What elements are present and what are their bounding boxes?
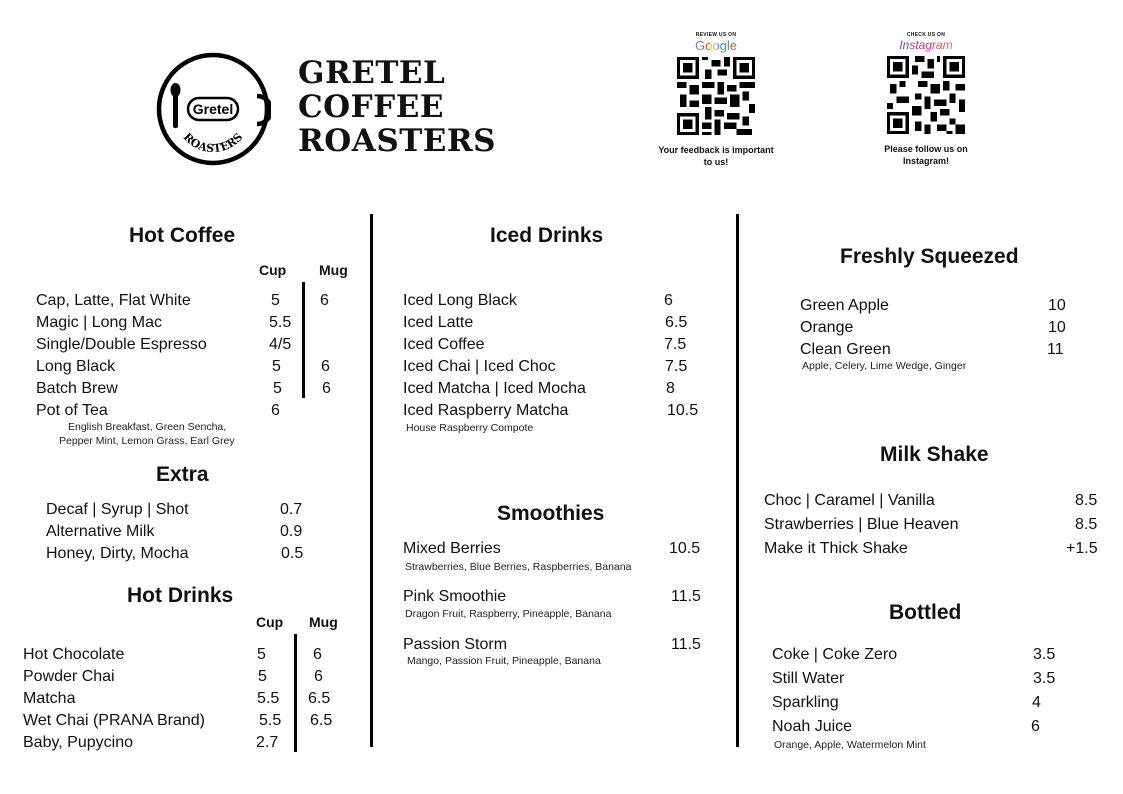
menu-item-mug-price: 6: [320, 292, 329, 309]
logo-center-text: Gretel: [192, 101, 234, 117]
menu-item-name: Mixed Berries: [403, 540, 501, 557]
menu-item-cup-price: 5: [272, 358, 281, 375]
menu-item-name: Strawberries | Blue Heaven: [764, 516, 959, 533]
menu-item-cup-price: 5: [257, 646, 266, 663]
menu-item-name: Honey, Dirty, Mocha: [46, 545, 189, 562]
menu-item-cup-price: 5.5: [259, 712, 282, 729]
menu-item-price: 7.5: [665, 358, 688, 375]
cup-mug-divider: [302, 282, 305, 398]
menu-item-note: Orange, Apple, Watermelon Mint: [774, 739, 926, 751]
hot-drinks-cup-header: Cup: [256, 614, 284, 630]
menu-item-price: 10.5: [667, 402, 699, 419]
smoothies-title: Smoothies: [497, 502, 605, 525]
menu-item-price: 3.5: [1033, 670, 1056, 687]
menu-item-name: Orange: [800, 319, 854, 336]
hot-coffee-title: Hot Coffee: [129, 224, 236, 247]
menu-item-note: House Raspberry Compote: [406, 422, 534, 434]
hot-coffee-cup-header: Cup: [259, 262, 287, 278]
menu-item-name: Long Black: [36, 358, 116, 375]
iced-drinks-title: Iced Drinks: [490, 224, 604, 247]
menu-item-price: 6: [664, 292, 673, 309]
hot-drinks-mug-header: Mug: [309, 614, 338, 630]
google-logo-text: Google: [695, 38, 737, 53]
menu-item-name: Wet Chai (PRANA Brand): [23, 712, 205, 729]
menu-item-name: Iced Coffee: [403, 336, 485, 353]
menu-item-price: +1.5: [1066, 540, 1098, 557]
instagram-logo-text: Instagram: [899, 38, 953, 52]
menu-item-name: Pot of Tea: [36, 402, 108, 419]
menu-item-price: 8.5: [1075, 492, 1098, 509]
menu-item-name: Sparkling: [772, 694, 839, 711]
menu-item-note: Mango, Passion Fruit, Pineapple, Banana: [407, 655, 601, 667]
menu-item-name: Baby, Pupycino: [23, 734, 133, 751]
brand-name: [298, 56, 496, 158]
menu-item-price: 3.5: [1033, 646, 1056, 663]
menu-item-name: Choc | Caramel | Vanilla: [764, 492, 935, 509]
menu-item-price: 11: [1047, 341, 1064, 358]
menu-item-price: 6: [1031, 718, 1040, 735]
menu-item-name: Noah Juice: [772, 718, 853, 735]
menu-item-cup-price: 5: [258, 668, 267, 685]
menu-item-mug-price: 6: [314, 668, 323, 685]
bottled-title: Bottled: [889, 601, 962, 624]
qr-google-block: [656, 32, 776, 168]
menu-item-price: 0.7: [280, 501, 303, 518]
menu-item-name: Cap, Latte, Flat White: [36, 292, 191, 309]
freshly-squeezed-title: Freshly Squeezed: [840, 245, 1019, 268]
qr-google-top-caption: REVIEW US ON: [695, 32, 737, 38]
menu-item-price: 8.5: [1075, 516, 1098, 533]
menu-item-mug-price: 6: [313, 646, 322, 663]
menu-item-mug-price: 6: [321, 358, 330, 375]
menu-item-name: Batch Brew: [36, 380, 118, 397]
menu-item-price: 11.5: [671, 636, 701, 653]
qr-instagram-block: [866, 32, 986, 167]
menu-item-name: Coke | Coke Zero: [772, 646, 898, 663]
menu-item-mug-price: 6.5: [310, 712, 333, 729]
menu-item-name: Magic | Long Mac: [36, 314, 162, 331]
menu-item-name: Iced Matcha | Iced Mocha: [403, 380, 586, 397]
menu-item-name: Passion Storm: [403, 636, 508, 653]
menu-item-cup-price: 5: [271, 292, 280, 309]
cup-mug-divider: [294, 634, 297, 752]
qr-instagram-caption: Please follow us on Instagram!: [884, 144, 968, 166]
menu-item-name: Iced Latte: [403, 314, 474, 331]
menu-item-price: 0.9: [280, 523, 303, 540]
google-logo: [671, 38, 761, 53]
milk-shake-title: Milk Shake: [880, 443, 989, 466]
menu-item-name: Matcha: [23, 690, 76, 707]
logo-bottom-text: ROASTERS: [180, 130, 246, 156]
menu-item-price: 7.5: [664, 336, 687, 353]
menu-item-name: Powder Chai: [23, 668, 115, 685]
menu-item-note: Pepper Mint, Lemon Grass, Earl Grey: [59, 435, 235, 447]
menu-item-name: Clean Green: [800, 341, 891, 358]
hot-coffee-mug-header: Mug: [319, 262, 348, 278]
menu-item-price: 11.5: [671, 588, 701, 605]
menu-item-name: Single/Double Espresso: [36, 336, 207, 353]
menu-item-price: 4: [1032, 694, 1041, 711]
menu-item-price: 10.5: [669, 540, 701, 557]
menu-item-name: Green Apple: [800, 297, 889, 314]
hot-drinks-title: Hot Drinks: [127, 584, 234, 607]
menu-item-note: Strawberries, Blue Berries, Raspberries, Banana: [405, 561, 632, 573]
logo-top-text: [155, 52, 206, 55]
menu-item-cup-price: 2.7: [256, 734, 279, 751]
qr-code-icon[interactable]: [677, 57, 755, 135]
menu-item-note: Dragon Fruit, Raspberry, Pineapple, Banana: [405, 608, 612, 620]
menu-item-price: 8: [666, 380, 675, 397]
instagram-logo: [881, 38, 971, 52]
menu-item-cup-price: 5.5: [269, 314, 292, 331]
menu-item-name: Iced Chai | Iced Choc: [403, 358, 556, 375]
menu-item-cup-price: 5.5: [257, 690, 280, 707]
brand-name-line: ROASTERS: [298, 123, 497, 159]
menu-item-price: 10: [1048, 297, 1066, 314]
menu-item-cup-price: 4/5: [269, 336, 292, 353]
qr-google-caption: Your feedback is important to us!: [658, 145, 774, 167]
menu-item-name: Iced Long Black: [403, 292, 517, 309]
menu-item-name: Iced Raspberry Matcha: [403, 402, 569, 419]
brand-name-line: GRETEL: [298, 55, 446, 91]
menu-item-price: 10: [1048, 319, 1066, 336]
brand-logo: [155, 52, 271, 166]
menu-item-price: 6.5: [665, 314, 688, 331]
menu-item-name: Decaf | Syrup | Shot: [46, 501, 189, 518]
menu-item-name: Pink Smoothie: [403, 588, 507, 605]
menu-item-cup-price: 5: [273, 380, 282, 397]
column-divider: [370, 214, 373, 747]
menu-item-mug-price: 6.5: [308, 690, 331, 707]
menu-item-note: English Breakfast, Green Sencha,: [68, 421, 227, 433]
qr-code-icon[interactable]: [887, 56, 965, 134]
menu-item-note: Apple, Celery, Lime Wedge, Ginger: [802, 360, 967, 372]
menu-item-name: Make it Thick Shake: [764, 540, 908, 557]
brand-name-line: COFFEE: [298, 89, 444, 125]
menu-item-name: Hot Chocolate: [23, 646, 125, 663]
menu-item-mug-price: 6: [322, 380, 331, 397]
menu-item-name: Still Water: [772, 670, 845, 687]
column-divider: [736, 214, 739, 747]
menu-item-name: Alternative Milk: [46, 523, 155, 540]
menu-item-price: 0.5: [281, 545, 304, 562]
menu-item-cup-price: 6: [271, 402, 280, 419]
qr-instagram-top-caption: CHECK US ON: [906, 32, 946, 38]
coffee-cup-logo-icon: [155, 52, 271, 166]
extra-title: Extra: [156, 463, 209, 486]
